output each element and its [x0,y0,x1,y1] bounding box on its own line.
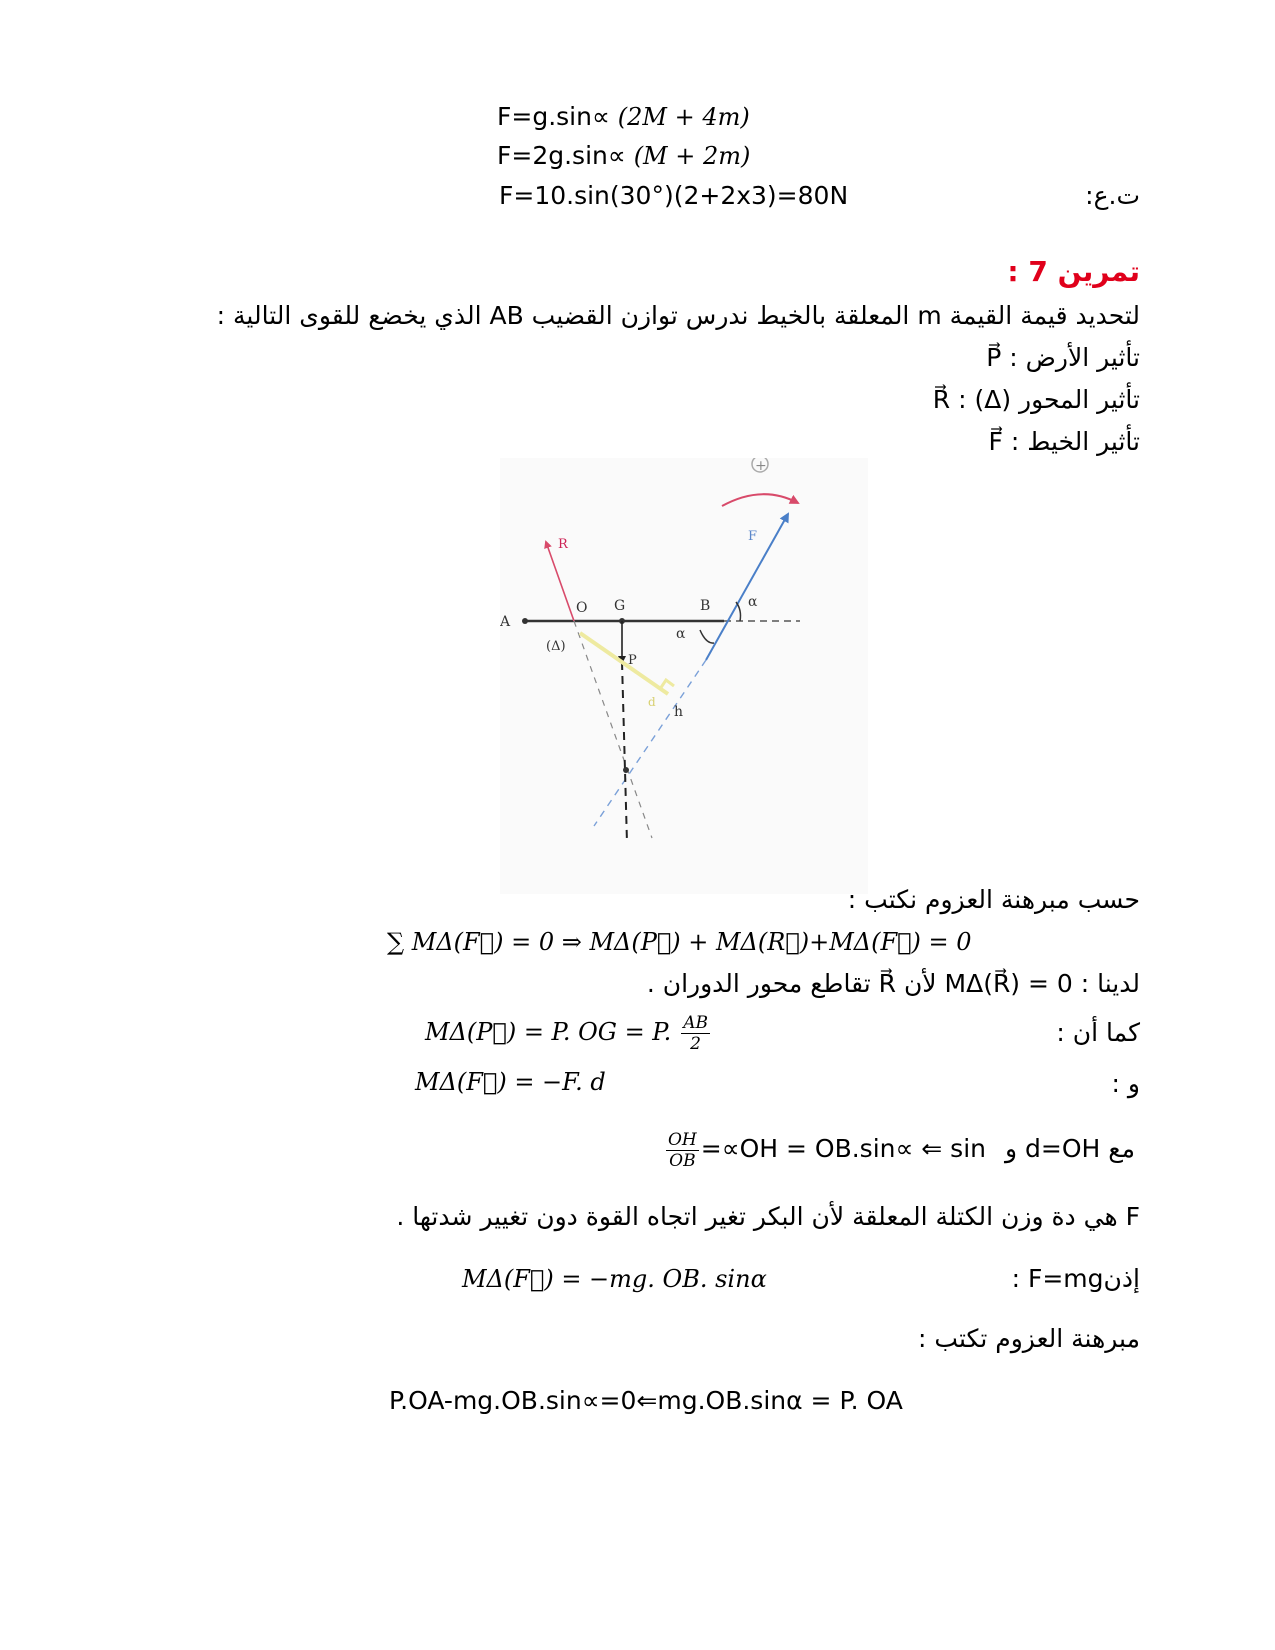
equation-3-label: ت.ع: [1085,181,1140,210]
physics-figure [500,458,868,894]
equation-1 [497,101,750,133]
moment-r-text: لدينا : MΔ(R⃗) = 0 لأن R⃗ تقاطع محور الدوران . [646,969,1140,998]
moment-f-equation: MΔ(F⃗) = −F. d [415,1068,606,1096]
label-h: h [674,704,684,720]
sin-label: مع d=OH و [1005,1134,1135,1163]
sin-fraction-den: OB [669,1150,696,1171]
then-label: إذنF=mg : [1011,1264,1140,1293]
label-p: P [628,653,637,668]
theorem-equation: ∑ MΔ(F⃗) = 0 ⇒ MΔ(P⃗) + MΔ(R⃗)+MΔ(F⃗) = 0 [387,928,972,956]
final-equation: P.OA-mg.OB.sin∝=0⇐mg.OB.sinα = P. OA [389,1386,903,1415]
force-axis: تأثير المحور (Δ) : R⃗ [932,385,1140,414]
sin-equation-text: OH = OB.sin∝ ⇐ sin∝= [700,1134,987,1163]
label-alpha-1: α [748,594,758,610]
equation-1-text: F=g.sin∝ [497,102,610,131]
force-thread: تأثير الخيط : F⃗ [988,427,1140,456]
moment-p-fraction-num: AB [683,1012,708,1033]
exercise-intro: لتحديد قيمة القيمة m المعلقة بالخيط ندرس توازن القضيب AB الذي يخضع للقوى التالية : [216,301,1140,330]
point-a [522,618,528,624]
label-delta: (Δ) [546,639,566,654]
rotation-plus-label: + [755,458,767,474]
figure-background [500,458,868,894]
label-a: A [500,614,511,630]
label-r: R [558,537,568,552]
equation-3: F=10.sin(30°)(2+2x3)=80N [499,181,849,210]
force-earth: تأثير الأرض : P⃗ [986,343,1140,372]
sin-equation [664,1126,986,1172]
equation-2-math: (M + 2m) [633,142,751,170]
theorem2-intro: مبرهنة العزوم تكتب : [918,1324,1140,1353]
label-f: F [748,529,758,544]
sin-fraction [666,1130,699,1171]
moment-p-fraction-den: 2 [690,1033,701,1054]
label-d: d [648,695,656,709]
label-o: O [576,600,588,616]
equation-2-text: F=2g.sin∝ [497,141,626,170]
weight-text: F هي دة وزن الكتلة المعلقة لأن البكر تغير اتجاه القوة دون تغيير شدتها . [396,1202,1140,1231]
equation-1-math: (2M + 4m) [617,103,750,131]
label-b: B [700,598,711,614]
label-g: G [614,598,626,614]
moment-f-label: و : [1111,1069,1140,1098]
moment-p-fraction [681,1013,710,1054]
figure-svg [500,458,868,894]
moment-p-equation [425,1012,712,1054]
exercise-title: تمرين 7 : [1007,255,1140,288]
moment-p-equation-text: MΔ(P⃗) = P. OG = P. [425,1018,672,1046]
label-alpha-2: α [676,626,686,642]
then-equation: MΔ(F⃗) = −mg. OB. sinα [462,1265,767,1293]
moment-p-label: كما أن : [1056,1018,1140,1047]
intersection-point [623,767,629,773]
equation-2 [497,140,750,172]
sin-fraction-num: OH [668,1129,697,1150]
theorem-intro: حسب مبرهنة العزوم نكتب : [847,885,1140,914]
